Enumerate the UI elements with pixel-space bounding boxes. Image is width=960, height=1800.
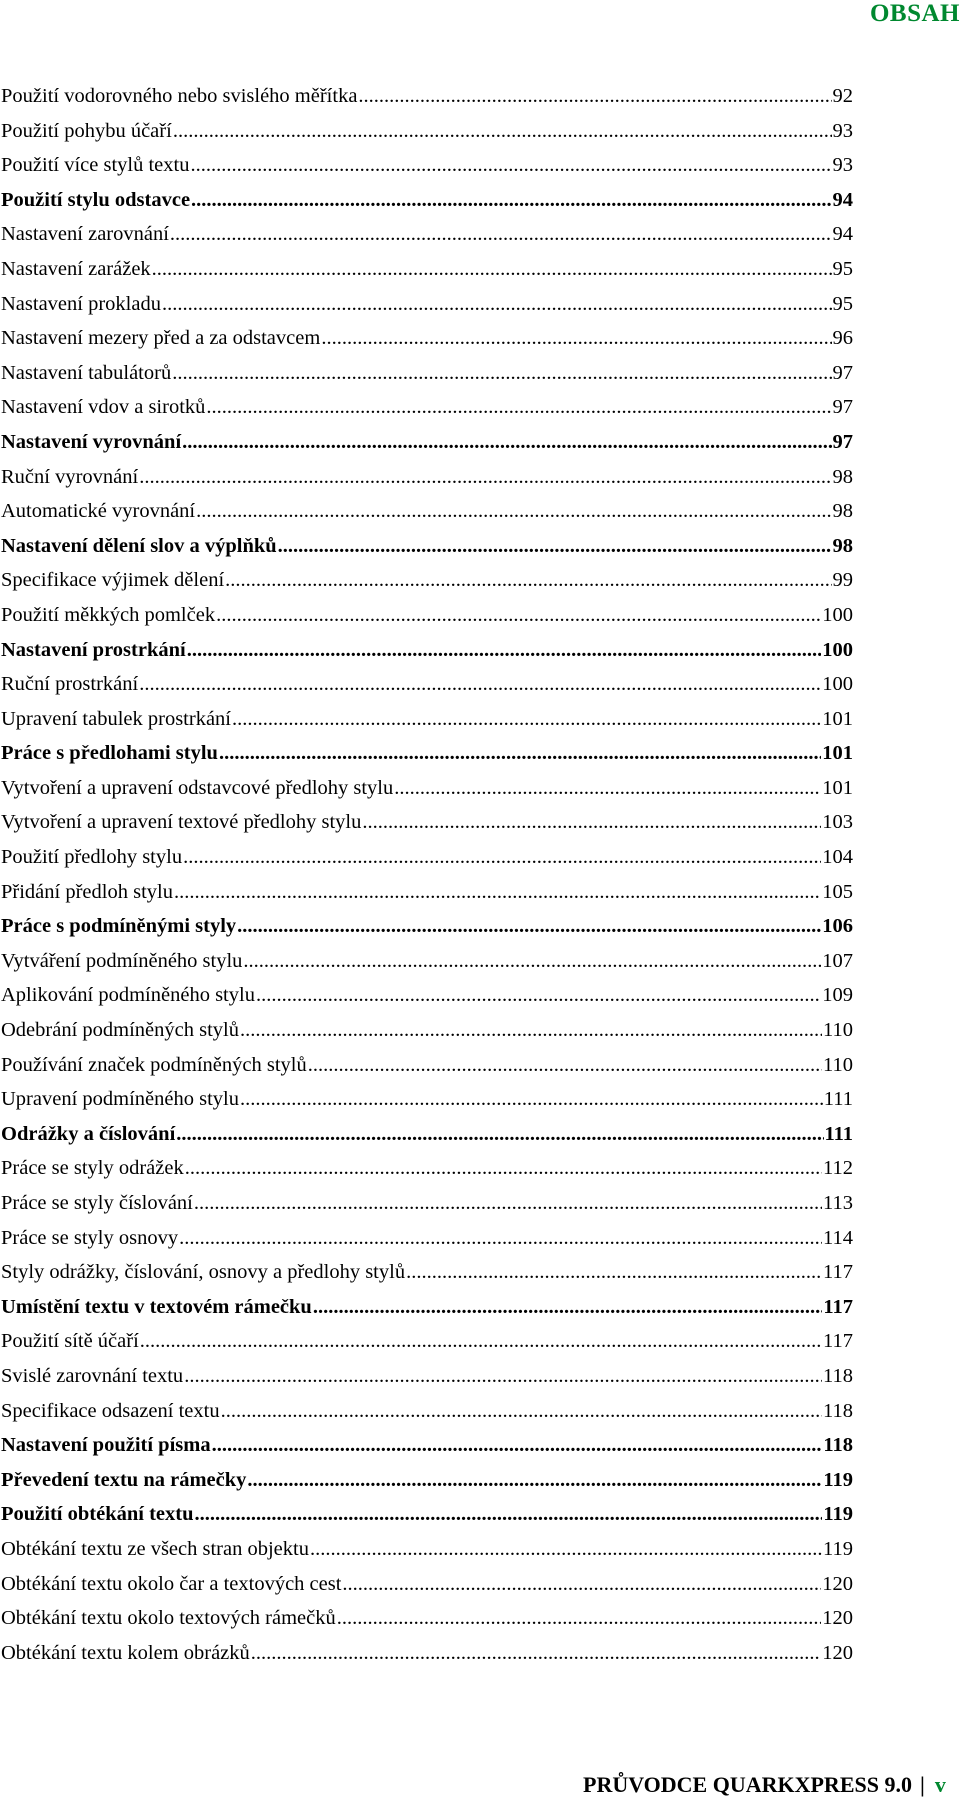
toc-entry-page-number: 120: [822, 1572, 853, 1595]
toc-dot-leader: [194, 1186, 822, 1221]
toc-entry-page-number: 110: [823, 1019, 853, 1042]
toc-entry[interactable]: [1, 252, 853, 287]
table-of-contents: [1, 79, 853, 1670]
toc-entry[interactable]: [1, 840, 853, 875]
toc-entry[interactable]: [1, 633, 853, 668]
toc-entry-page-number: 97: [832, 396, 853, 419]
toc-entry-label: Obtékání textu kolem obrázků: [1, 1641, 250, 1664]
footer-separator: |: [919, 1772, 925, 1797]
toc-entry-label: Vytváření podmíněného stylu: [1, 949, 243, 972]
toc-entry-label: Přidání předloh stylu: [1, 880, 173, 903]
toc-dot-leader: [394, 771, 821, 806]
toc-entry[interactable]: [1, 1359, 853, 1394]
toc-entry-page-number: 95: [832, 292, 853, 315]
toc-entry-label: Svislé zarovnání textu: [1, 1364, 184, 1387]
toc-entry-page-number: 118: [823, 1434, 853, 1457]
toc-entry-page-number: 119: [823, 1503, 853, 1526]
toc-entry-label: Styly odrážky, číslování, osnovy a předlohy stylů: [1, 1261, 406, 1284]
toc-entry-page-number: 120: [822, 1607, 853, 1630]
toc-dot-leader: [183, 840, 821, 875]
toc-entry-page-number: 106: [822, 915, 853, 938]
toc-entry-label: Převedení textu na rámečky: [1, 1468, 247, 1491]
toc-entry-label: Nastavení vyrovnání: [1, 430, 182, 453]
toc-entry-label: Použití předlohy stylu: [1, 846, 183, 869]
toc-dot-leader: [219, 736, 821, 771]
toc-entry-page-number: 104: [822, 846, 853, 869]
toc-entry[interactable]: [1, 909, 853, 944]
toc-entry[interactable]: [1, 1463, 853, 1498]
toc-dot-leader: [237, 909, 821, 944]
toc-entry-label: Nastavení prokladu: [1, 292, 161, 315]
toc-entry-page-number: 100: [822, 638, 853, 661]
toc-entry-page-number: 97: [832, 430, 853, 453]
toc-entry[interactable]: [1, 148, 853, 183]
toc-entry[interactable]: [1, 1324, 853, 1359]
toc-entry[interactable]: [1, 183, 853, 218]
toc-dot-leader: [172, 356, 831, 391]
toc-entry[interactable]: [1, 875, 853, 910]
toc-dot-leader: [140, 1324, 822, 1359]
toc-entry-label: Obtékání textu okolo textových rámečků: [1, 1607, 336, 1630]
toc-entry-label: Práce s podmíněnými styly: [1, 915, 237, 938]
toc-entry-page-number: 93: [832, 154, 853, 177]
toc-entry-label: Použití měkkých pomlček: [1, 603, 216, 626]
toc-entry-label: Nastavení použití písma: [1, 1434, 211, 1457]
toc-dot-leader: [313, 1290, 823, 1325]
toc-dot-leader: [406, 1255, 822, 1290]
toc-dot-leader: [321, 321, 831, 356]
toc-entry[interactable]: [1, 390, 853, 425]
toc-dot-leader: [337, 1601, 822, 1636]
toc-entry-label: Nastavení dělení slov a výplňků: [1, 534, 277, 557]
toc-entry-page-number: 98: [832, 500, 853, 523]
toc-dot-leader: [310, 1532, 822, 1567]
toc-entry-page-number: 96: [832, 327, 853, 350]
toc-entry-page-number: 118: [823, 1364, 853, 1387]
toc-entry[interactable]: [1, 736, 853, 771]
toc-entry-label: Upravení tabulek prostrkání: [1, 707, 231, 730]
toc-entry[interactable]: [1, 1082, 853, 1117]
toc-entry-page-number: 111: [824, 1122, 853, 1145]
toc-entry-page-number: 114: [823, 1226, 853, 1249]
toc-entry-page-number: 107: [822, 949, 853, 972]
toc-entry-label: Práce s předlohami stylu: [1, 742, 218, 765]
toc-dot-leader: [187, 633, 822, 668]
toc-entry-label: Použití pohybu účaří: [1, 119, 172, 142]
toc-entry-label: Použití obtékání textu: [1, 1503, 194, 1526]
toc-dot-leader: [162, 287, 832, 322]
toc-dot-leader: [225, 563, 831, 598]
toc-entry[interactable]: [1, 598, 853, 633]
toc-entry-page-number: 101: [822, 742, 853, 765]
toc-dot-leader: [212, 1428, 823, 1463]
toc-entry-page-number: 117: [823, 1330, 853, 1353]
toc-entry-label: Umístění textu v textovém rámečku: [1, 1295, 312, 1318]
toc-entry[interactable]: [1, 1290, 853, 1325]
toc-dot-leader: [278, 529, 832, 564]
toc-entry-page-number: 103: [822, 811, 853, 834]
toc-entry[interactable]: [1, 667, 853, 702]
toc-entry[interactable]: [1, 321, 853, 356]
toc-dot-leader: [194, 1497, 822, 1532]
toc-entry-label: Použití více stylů textu: [1, 154, 190, 177]
toc-entry-label: Práce se styly odrážek: [1, 1157, 184, 1180]
toc-entry-label: Práce se styly číslování: [1, 1192, 193, 1214]
toc-dot-leader: [232, 702, 821, 737]
toc-entry[interactable]: [1, 1013, 853, 1048]
toc-entry-label: Ruční vyrovnání: [1, 465, 139, 488]
toc-entry-label: Odrážky a číslování: [1, 1122, 176, 1145]
toc-entry-page-number: 112: [823, 1157, 853, 1180]
toc-entry-label: Použití sítě účaří: [1, 1330, 139, 1353]
toc-dot-leader: [362, 805, 821, 840]
toc-dot-leader: [152, 252, 832, 287]
toc-entry-page-number: 100: [822, 673, 853, 696]
toc-dot-leader: [221, 1394, 822, 1429]
toc-entry-label: Specifikace odsazení textu: [1, 1399, 220, 1422]
toc-entry-label: Práce se styly osnovy: [1, 1226, 179, 1249]
toc-dot-leader: [174, 875, 821, 910]
toc-entry[interactable]: [1, 425, 853, 460]
toc-entry-page-number: 95: [832, 257, 853, 280]
toc-entry-page-number: 98: [832, 534, 853, 557]
toc-entry[interactable]: [1, 1601, 853, 1636]
page-header-title: OBSAH: [869, 0, 960, 27]
toc-entry[interactable]: [1, 1394, 853, 1429]
toc-entry-page-number: 98: [832, 465, 853, 488]
toc-entry-label: Odebrání podmíněných stylů: [1, 1019, 239, 1042]
toc-entry[interactable]: [1, 978, 853, 1013]
toc-entry[interactable]: [1, 79, 853, 114]
toc-dot-leader: [139, 460, 831, 495]
toc-dot-leader: [139, 667, 821, 702]
toc-entry-label: Vytvoření a upravení textové předlohy stylu: [1, 811, 362, 834]
toc-entry-label: Použití stylu odstavce: [1, 188, 191, 211]
toc-entry-page-number: 119: [823, 1537, 853, 1560]
toc-entry-page-number: 100: [822, 603, 853, 626]
toc-dot-leader: [358, 79, 831, 114]
toc-entry-page-number: 105: [822, 880, 853, 903]
toc-entry-page-number: 101: [822, 707, 853, 730]
toc-entry[interactable]: [1, 460, 853, 495]
toc-entry-label: Ruční prostrkání: [1, 673, 139, 696]
toc-entry[interactable]: [1, 1117, 853, 1152]
toc-entry[interactable]: [1, 771, 853, 806]
toc-entry-label: Nastavení tabulátorů: [1, 361, 172, 384]
toc-entry-label: Upravení podmíněného stylu: [1, 1088, 239, 1111]
toc-dot-leader: [185, 1151, 822, 1186]
toc-dot-leader: [243, 944, 821, 979]
toc-dot-leader: [196, 494, 831, 529]
toc-dot-leader: [256, 978, 821, 1013]
footer-book-title: PRŮVODCE QUARKXPRESS 9.0: [583, 1772, 912, 1797]
toc-entry-page-number: 94: [832, 188, 853, 211]
toc-entry-page-number: 97: [832, 361, 853, 384]
toc-entry[interactable]: [1, 1221, 853, 1256]
toc-entry[interactable]: [1, 529, 853, 564]
toc-dot-leader: [176, 1117, 823, 1152]
toc-entry-label: Obtékání textu okolo čar a textových cest: [1, 1572, 342, 1595]
toc-entry[interactable]: [1, 1567, 853, 1602]
toc-entry-page-number: 109: [822, 984, 853, 1007]
toc-entry[interactable]: [1, 702, 853, 737]
toc-entry[interactable]: [1, 1497, 853, 1532]
toc-dot-leader: [182, 425, 831, 460]
toc-entry[interactable]: [1, 217, 853, 252]
toc-dot-leader: [342, 1567, 821, 1602]
toc-dot-leader: [191, 183, 831, 218]
toc-entry-page-number: 120: [822, 1641, 853, 1664]
toc-entry-label: Používání značek podmíněných stylů: [1, 1053, 307, 1076]
toc-dot-leader: [251, 1636, 821, 1671]
toc-entry-page-number: 117: [823, 1295, 853, 1318]
toc-entry[interactable]: [1, 1532, 853, 1567]
toc-dot-leader: [308, 1048, 822, 1083]
toc-entry-label: Specifikace výjimek dělení: [1, 569, 225, 592]
toc-entry-label: Vytvoření a upravení odstavcové předlohy stylu: [1, 776, 394, 799]
toc-entry[interactable]: [1, 356, 853, 391]
page-footer: [583, 1772, 946, 1798]
toc-entry-label: Nastavení vdov a sirotků: [1, 396, 206, 419]
toc-dot-leader: [216, 598, 821, 633]
toc-dot-leader: [173, 114, 832, 149]
toc-dot-leader: [184, 1359, 822, 1394]
toc-entry-page-number: 118: [823, 1399, 853, 1422]
toc-entry[interactable]: [1, 114, 853, 149]
toc-entry-page-number: 99: [832, 569, 853, 592]
toc-entry-page-number: 117: [823, 1261, 853, 1284]
toc-entry[interactable]: [1, 1428, 853, 1463]
footer-page-number: v: [934, 1772, 946, 1797]
toc-entry-page-number: 111: [823, 1088, 853, 1111]
toc-entry[interactable]: [1, 1048, 853, 1083]
toc-entry-label: Obtékání textu ze všech stran objektu: [1, 1537, 309, 1560]
toc-dot-leader: [179, 1221, 822, 1256]
toc-entry[interactable]: [1, 494, 853, 529]
toc-entry[interactable]: [1, 805, 853, 840]
toc-entry-label: Aplikování podmíněného stylu: [1, 984, 255, 1007]
toc-entry-page-number: 110: [823, 1053, 853, 1076]
toc-dot-leader: [206, 390, 831, 425]
toc-dot-leader: [247, 1463, 822, 1498]
toc-entry-page-number: 101: [822, 776, 853, 799]
toc-dot-leader: [170, 217, 832, 252]
toc-entry-label: Nastavení prostrkání: [1, 638, 186, 661]
toc-entry-label: Nastavení zarovnání: [1, 223, 169, 246]
toc-entry-page-number: 119: [823, 1468, 853, 1491]
toc-entry-page-number: 92: [832, 85, 853, 107]
toc-entry[interactable]: [1, 287, 853, 322]
toc-dot-leader: [240, 1013, 822, 1048]
toc-entry-label: Nastavení mezery před a za odstavcem: [1, 327, 321, 350]
toc-entry[interactable]: [1, 1151, 853, 1186]
toc-dot-leader: [240, 1082, 823, 1117]
toc-entry-page-number: 93: [832, 119, 853, 142]
toc-entry-label: Automatické vyrovnání: [1, 500, 196, 523]
toc-entry-label: Nastavení zarážek: [1, 257, 151, 280]
toc-entry-label: Použití vodorovného nebo svislého měřítka: [1, 85, 358, 107]
toc-entry[interactable]: [1, 563, 853, 598]
toc-dot-leader: [190, 148, 831, 183]
toc-entry[interactable]: [1, 944, 853, 979]
toc-entry-page-number: 94: [832, 223, 853, 246]
toc-entry-page-number: 113: [823, 1192, 853, 1214]
toc-entry[interactable]: [1, 1255, 853, 1290]
toc-entry[interactable]: [1, 1186, 853, 1221]
toc-entry[interactable]: [1, 1636, 853, 1671]
